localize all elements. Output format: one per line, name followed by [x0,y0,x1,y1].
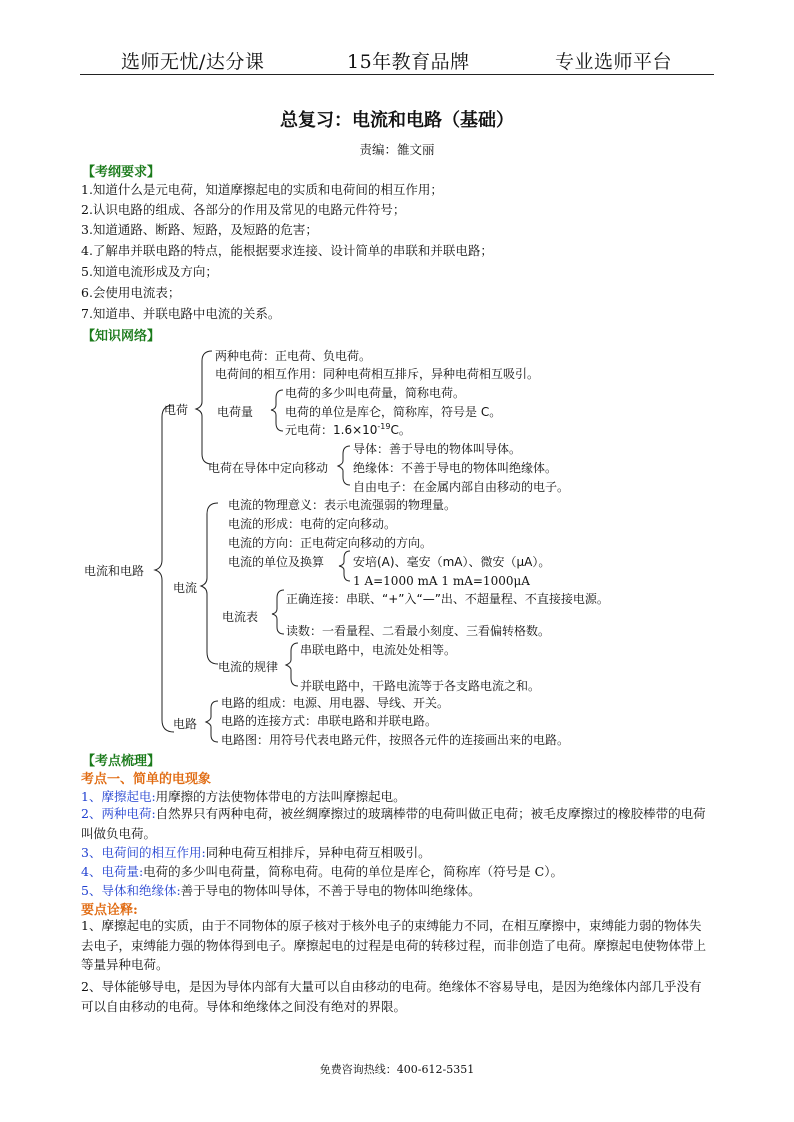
explain-paragraph: 1、摩擦起电的实质，由于不同物体的原子核对于核外电子的束缚能力不同，在相互摩擦中，束缚能力弱的物体失去电子，束缚能力强的物体得到电子。摩擦起电的过程是电荷的转移过程，而非创造了电荷。摩擦起电使物体带上等量异种电荷。 [81,918,707,972]
point-text: 电荷的多少叫电荷量，简称电荷。电荷的单位是库仑，简称库（符号是 C）。 [143,864,563,879]
tree-charge-line: 两种电荷：正电荷、负电荷。 [215,349,372,363]
requirement-item: 6.会使用电流表； [81,285,181,300]
tree-move-line: 自由电子：在金属内部自由移动的电子。 [353,480,570,494]
header-center: 15年教育品牌 [347,51,470,73]
author-line: 责编：雒文丽 [359,142,435,157]
point-term: 5、导体和绝缘体: [81,883,181,898]
point-item [81,862,563,880]
explain-title: 要点诠释: [81,903,138,918]
tree-law-line: 串联电路中，电流处处相等。 [300,643,457,657]
requirements-heading: 【考纲要求】 [82,165,161,180]
point-term: 4、电荷量: [81,864,144,879]
tree-quantity-line: 电荷的单位是库仑，简称库，符号是 C。 [285,405,502,419]
header-divider [80,74,714,75]
header-left: 选师无忧/达分课 [121,51,265,73]
point-text: 善于导电的物体叫导体，不善于导电的物体叫绝缘体。 [180,883,481,898]
tree-meter-line: 正确连接：串联、“+”入“—”出、不超量程、不直接接电源。 [286,592,609,606]
point-item [81,843,431,861]
requirement-item: 2.认识电路的组成、各部分的作用及常见的电路元件符号； [81,202,406,217]
tree-meter-line: 读数：一看量程、二看最小刻度、三看偏转格数。 [286,624,551,638]
network-heading: 【知识网络】 [82,329,161,344]
elementary-charge-exponent: -19 [377,422,391,431]
tree-circuit-line: 电路图：用符号代表电路元件，按照各元件的连接画出来的电路。 [221,733,570,747]
tree-quantity-label: 电荷量 [217,405,254,419]
tree-current-line: 电流的形成：电荷的定向移动。 [228,517,397,531]
point-one-title: 考点一、简单的电现象 [81,772,212,787]
point-term: 1、摩擦起电: [81,789,156,804]
tree-move-line: 导体：善于导电的物体叫导体。 [353,442,522,456]
tree-law-line: 并联电路中，干路电流等于各支路电流之和。 [300,679,541,693]
tree-move-label: 电荷在导体中定向移动 [208,461,329,475]
tree-quantity-line [285,421,411,438]
requirement-item: 7.知道串、并联电路中电流的关系。 [81,306,281,321]
point-item [81,881,481,899]
tree-charge-label: 电荷 [164,403,189,417]
point-term: 2、两种电荷: [81,806,156,821]
tree-circuit-label: 电路 [173,717,198,731]
tree-meter-label: 电流表 [222,610,259,624]
point-term: 3、电荷间的相互作用: [81,845,206,860]
explain-paragraph: 2、导体能够导电，是因为导体内部有大量可以自由移动的电荷。绝缘体不容易导电，是因为绝缘体内部几乎没有可以自由移动的电荷。导体和绝缘体之间没有绝对的界限。 [81,979,702,1014]
requirement-item: 3.知道通路、断路、短路，及短路的危害； [81,222,318,237]
point-item [81,787,406,805]
tree-circuit-line: 电路的连接方式：串联电路和并联电路。 [221,714,438,728]
footer-hotline: 免费咨询热线：400-612-5351 [319,1063,475,1076]
tree-quantity-line: 电荷的多少叫电荷量，简称电荷。 [285,386,466,400]
point-text: 自然界只有两种电荷，被丝绸摩擦过的玻璃棒带的电荷叫做正电荷；被毛皮摩擦过的橡胶棒带的电荷叫做负电荷。 [81,806,706,841]
tree-current-line: 电流的物理意义：表示电流强弱的物理量。 [228,498,457,512]
tree-root-label: 电流和电路 [84,564,145,578]
tree-circuit-line: 电路的组成：电源、用电器、导线、开关。 [221,696,450,710]
requirement-item: 1.知道什么是元电荷，知道摩擦起电的实质和电荷间的相互作用； [81,182,443,197]
point-item [81,804,713,843]
tree-current-line: 电流的方向：正电荷定向移动的方向。 [228,536,433,550]
header-right: 专业选师平台 [555,51,673,73]
points-heading: 【考点梳理】 [82,754,161,769]
elementary-charge-suffix: C。 [390,423,411,437]
tree-charge-line: 电荷间的相互作用：同种电荷相互排斥，异种电荷相互吸引。 [215,367,540,381]
tree-move-line: 绝缘体：不善于导电的物体叫绝缘体。 [353,461,558,475]
page-title: 总复习：电流和电路（基础） [280,110,514,131]
tree-unit-line: 安培(A)、毫安（mA）、微安（μA）。 [353,555,551,569]
point-text: 用摩擦的方法使物体带电的方法叫摩擦起电。 [155,789,406,804]
elementary-charge-prefix: 元电荷：1.6×10 [285,423,378,437]
tree-law-label: 电流的规律 [218,660,279,674]
tree-current-label: 电流 [173,581,198,595]
tree-unit-line: 1 A=1000 mA 1 mA=1000μA [353,574,530,588]
requirement-item: 4.了解串并联电路的特点，能根据要求连接、设计简单的串联和并联电路； [81,243,493,258]
requirement-item: 5.知道电流形成及方向； [81,264,218,279]
point-text: 同种电荷互相排斥，异种电荷互相吸引。 [205,845,431,860]
tree-unit-label: 电流的单位及换算 [228,555,325,569]
